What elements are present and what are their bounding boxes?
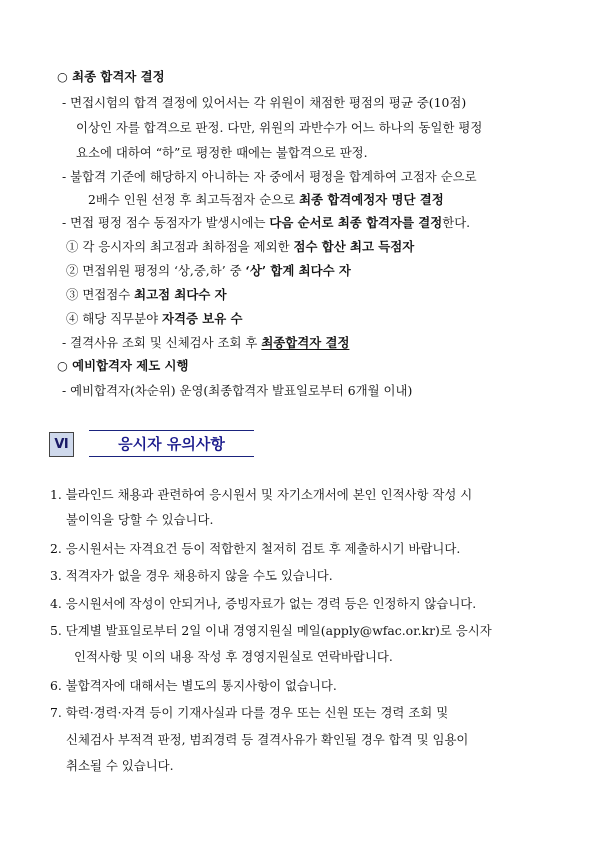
criteria-line-2: 이상인 자를 합격으로 판정. 다만, 위원의 과반수가 어느 하나의 동일한 평정 (76, 120, 483, 135)
tie-rule-item-2: ② 면접위원 평정의 ‘상,중,하’ 중 ‘상’ 합계 최다수 자 (66, 263, 351, 278)
note-3: 3. 적격자가 없을 경우 채용하지 않을 수도 있습니다. (50, 568, 333, 583)
note-2: 2. 응시원서는 자격요건 등이 적합한지 철저히 검토 후 제출하시기 바랍니다. (50, 541, 461, 556)
criteria-line-5: 2배수 인원 선정 후 최고득점자 순으로 최종 합격예정자 명단 결정 (88, 192, 444, 207)
final-pass-heading: ○ 최종 합격자 결정 (57, 69, 165, 84)
section-number-badge: Ⅵ (49, 432, 74, 457)
reserve-pass-heading: ○ 예비합격자 제도 시행 (57, 358, 189, 373)
note-1-line-1: 1. 블라인드 채용과 관련하여 응시원서 및 자기소개서에 본인 인적사항 작성 시 (50, 487, 473, 502)
reserve-pass-line: - 예비합격자(차순위) 운영(최종합격자 발표일로부터 6개월 이내) (62, 383, 413, 398)
tie-rule-item-4: ④ 해당 직무분야 자격증 보유 수 (66, 311, 243, 326)
note-1-line-2: 불이익을 당할 수 있습니다. (66, 512, 214, 527)
note-6: 6. 불합격자에 대해서는 별도의 통지사항이 없습니다. (50, 678, 337, 693)
note-7-line-3: 취소될 수 있습니다. (66, 758, 174, 773)
note-7-line-2: 신체검사 부적격 판정, 범죄경력 등 결격사유가 확인될 경우 합격 및 임용이 (66, 732, 469, 747)
tie-rule-line: - 면접 평정 점수 동점자가 발생시에는 다음 순서로 최종 합격자를 결정한다. (62, 215, 471, 230)
criteria-line-1: - 면접시험의 합격 결정에 있어서는 각 위원이 채점한 평점의 평균 중(10점) (62, 95, 467, 110)
section-title: 응시자 유의사항 (89, 432, 254, 457)
criteria-line-4: - 불합격 기준에 해당하지 아니하는 자 중에서 평정을 합계하여 고점자 순으로 (62, 169, 477, 184)
note-5-line-1: 5. 단계별 발표일로부터 2일 이내 경영지원실 메일(apply@wfac.or.kr)로 응시자 (50, 623, 492, 638)
note-7-line-1: 7. 학력·경력·자격 등이 기재사실과 다를 경우 또는 신원 또는 경력 조회 및 (50, 705, 449, 720)
note-4: 4. 응시원서에 작성이 안되거나, 증빙자료가 없는 경력 등은 인정하지 않습니다. (50, 596, 477, 611)
disqualification-check-line: - 결격사유 조회 및 신체검사 조회 후 최종합격자 결정 (62, 335, 350, 350)
tie-rule-item-3: ③ 면접점수 최고점 최다수 자 (66, 287, 227, 302)
tie-rule-item-1: ① 각 응시자의 최고점과 최하점을 제외한 점수 합산 최고 득점자 (66, 239, 415, 254)
criteria-line-3: 요소에 대하여 “하”로 평정한 때에는 불합격으로 판정. (76, 145, 368, 160)
note-5-line-2: 인적사항 및 이의 내용 작성 후 경영지원실로 연락바랍니다. (74, 649, 393, 664)
